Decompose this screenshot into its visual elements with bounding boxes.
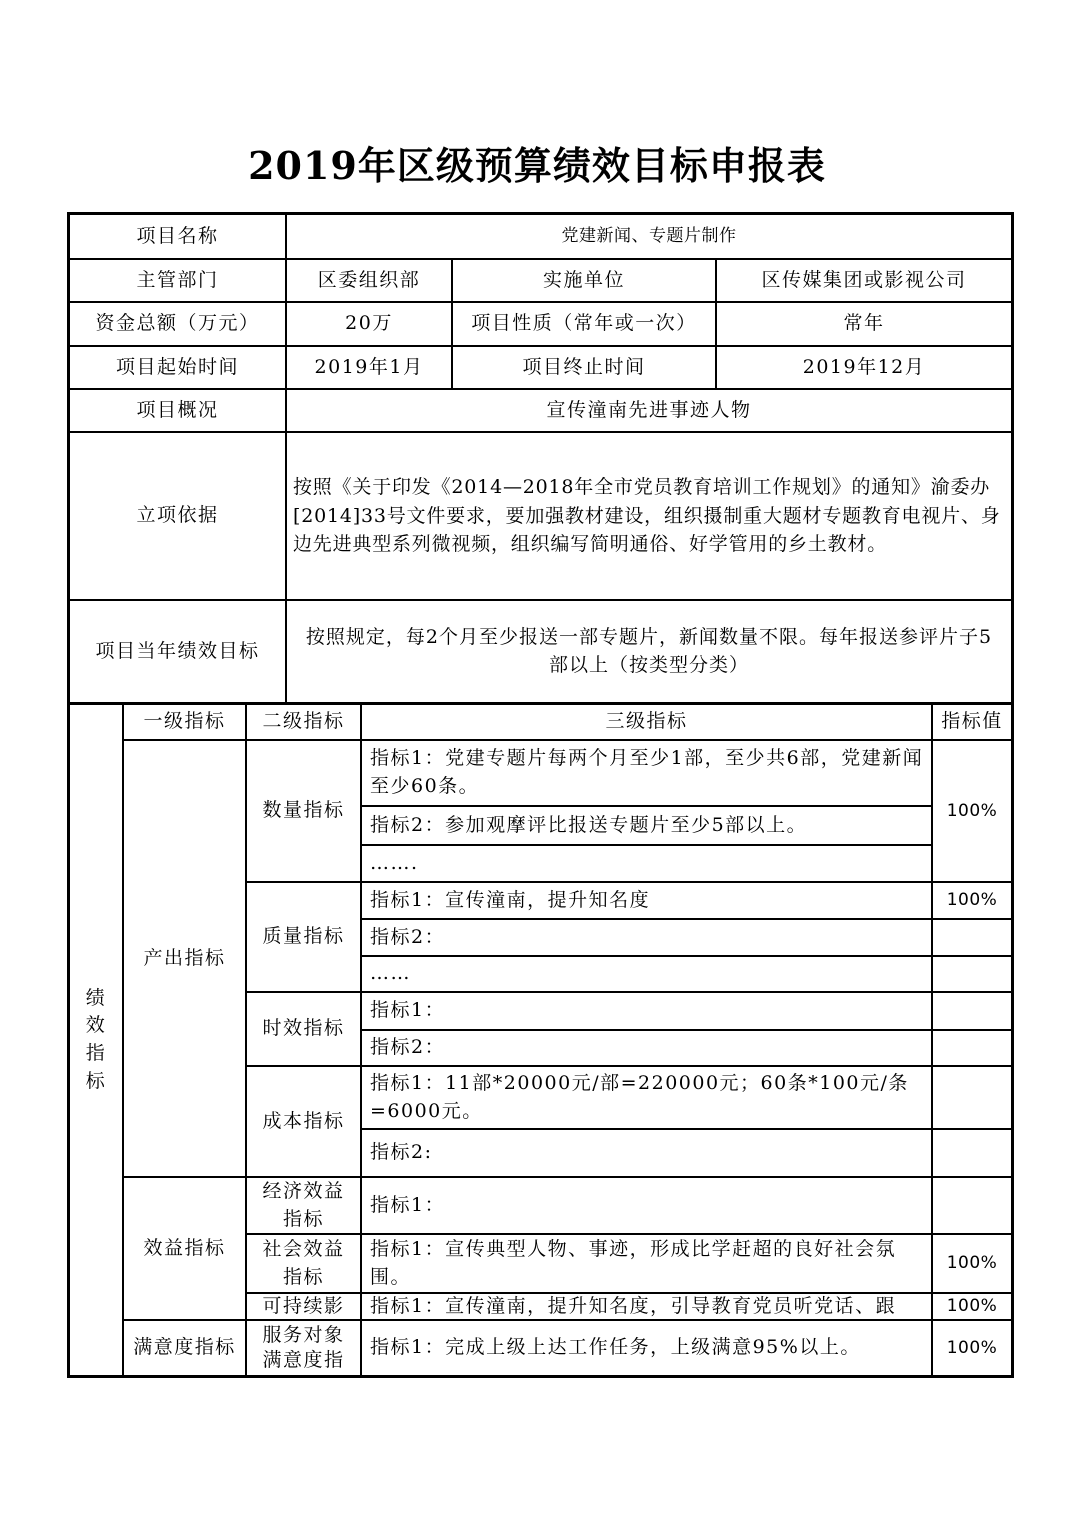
overview-label: 项目概况	[136, 398, 219, 421]
cost-item-2: 指标2:	[370, 1141, 433, 1164]
time-item-1: 指标1：	[370, 999, 446, 1022]
satisfaction-label: 满意度指标	[133, 1336, 236, 1359]
goal-value: 按照规定，每2个月至少报送一部专题片，新闻数量不限。每年报送参评片子5部以上（按类型分类）	[305, 625, 993, 676]
budget-performance-table	[67, 212, 1014, 1378]
benefit-label: 效益指标	[143, 1236, 226, 1259]
implementer-value: 区传媒集团或影视公司	[761, 268, 967, 291]
goal-label: 项目当年绩效目标	[95, 639, 260, 662]
social-label: 社会效益指标	[262, 1237, 345, 1288]
implementer-label: 实施单位	[542, 268, 625, 291]
social-item-1: 指标1：宣传典型人物、事迹，形成比学赶超的良好社会氛围。	[370, 1237, 897, 1288]
funds-value: 20万	[345, 312, 393, 335]
nature-value: 常年	[843, 312, 885, 335]
quantity-label: 数量指标	[262, 799, 345, 822]
overview-value: 宣传潼南先进事迹人物	[546, 398, 752, 421]
basis-value: 按照《关于印发《2014—2018年全市党员教育培训工作规划》的通知》渝委办[2014]33号文件要求，要加强教材建设，组织摄制重大题材专题教育电视片、身边先进典型系列微视频，组织编写简明通俗、好学管用的乡土教材。	[293, 476, 1001, 556]
quality-item-3: ……	[370, 962, 411, 985]
quantity-value: 100%	[946, 800, 998, 821]
quality-value: 100%	[946, 890, 998, 911]
quality-item-2: 指标2：	[370, 925, 446, 948]
satisfaction-sub-label: 服务对象满意度指	[262, 1324, 345, 1371]
end-label: 项目终止时间	[522, 355, 646, 378]
economic-label: 经济效益指标	[262, 1179, 345, 1230]
quantity-item-3: …….	[370, 851, 419, 874]
department-label: 主管部门	[136, 268, 219, 291]
header-level3: 三级指标	[605, 710, 688, 733]
header-value: 指标值	[941, 710, 1003, 733]
header-level1: 一级指标	[143, 710, 226, 733]
time-item-2: 指标2：	[370, 1036, 446, 1059]
quality-label: 质量指标	[262, 925, 345, 948]
start-value: 2019年1月	[314, 355, 424, 378]
quantity-item-2: 指标2：参加观摩评比报送专题片至少5部以上。	[370, 813, 808, 836]
cost-label: 成本指标	[262, 1109, 345, 1132]
time-label: 时效指标	[262, 1017, 345, 1040]
department-value: 区委组织部	[317, 268, 421, 291]
project-name-label: 项目名称	[136, 224, 219, 247]
sustain-item-1: 指标1：宣传潼南，提升知名度，引导教育党员听党话、跟	[370, 1294, 897, 1317]
perf-label: 绩效指标	[85, 986, 107, 1092]
project-name-value: 党建新闻、专题片制作	[561, 226, 737, 247]
social-value: 100%	[946, 1253, 998, 1274]
satisfaction-item-1: 指标1：完成上级上达工作任务，上级满意95%以上。	[370, 1336, 861, 1359]
economic-item-1: 指标1：	[370, 1193, 446, 1216]
start-label: 项目起始时间	[115, 355, 239, 378]
output-label: 产出指标	[143, 946, 226, 969]
sustain-label: 可持续影	[262, 1294, 345, 1317]
end-value: 2019年12月	[802, 355, 926, 378]
quantity-item-1: 指标1：党建专题片每两个月至少1部，至少共6部，党建新闻至少60条。	[370, 747, 924, 797]
basis-label: 立项依据	[136, 504, 219, 527]
funds-label: 资金总额（万元）	[95, 312, 260, 335]
quality-item-1: 指标1：宣传潼南，提升知名度	[370, 888, 651, 911]
page-title: 2019年区级预算绩效目标申报表	[248, 143, 826, 188]
header-level2: 二级指标	[262, 710, 345, 733]
satisfaction-value: 100%	[946, 1337, 998, 1358]
cost-item-1: 指标1：11部*20000元/部=220000元；60条*100元/条=6000元。	[370, 1071, 909, 1122]
sustain-value: 100%	[946, 1296, 998, 1317]
nature-label: 项目性质（常年或一次）	[471, 312, 697, 335]
